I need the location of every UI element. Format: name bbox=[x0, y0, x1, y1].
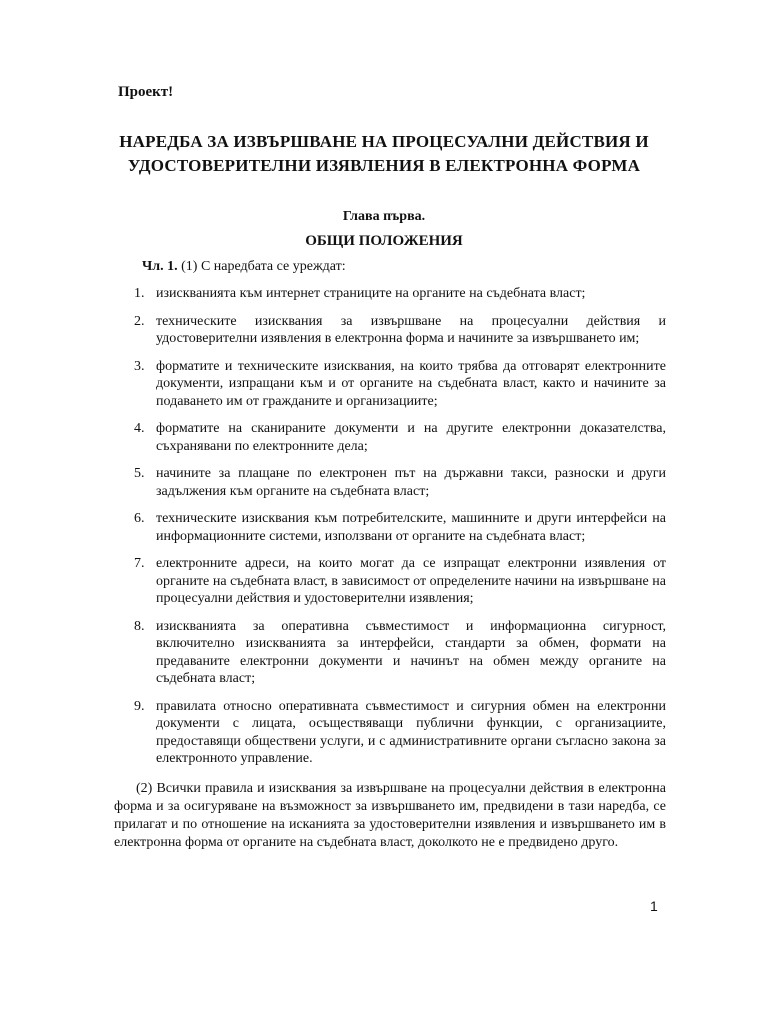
list-item bbox=[118, 420, 666, 455]
list-item-text: техническите изисквания към потребителските, машинните и други интерфейси на информационните системи, използвани от органите на съдебната власт; bbox=[156, 511, 666, 544]
list-item-number: 1. bbox=[134, 286, 145, 301]
list-item-number: 5. bbox=[134, 466, 145, 481]
list-item-number: 6. bbox=[134, 511, 145, 526]
list-item-text: начините за плащане по електронен път на държавни такси, разноски и други задължения към органите на съдебната власт; bbox=[156, 466, 666, 499]
section-title: ОБЩИ ПОЛОЖЕНИЯ bbox=[305, 233, 463, 249]
chapter-heading: Глава първа. bbox=[342, 209, 426, 224]
article-number: Чл. 1. bbox=[142, 259, 178, 274]
list-item bbox=[118, 465, 666, 500]
list-item bbox=[118, 285, 666, 303]
paragraph-2: (2) Всички правила и изисквания за извършване на процесуални действия в електронна форма и за осигуряване на възможност за извършването им, предвидени в тази наредба, се прилагат и по отношение на исканията за удостоверителни изявления и извършването им в електронна форма от органите на съдебната власт, доколкото не е предвидено друго. bbox=[114, 781, 666, 850]
list-item-number: 9. bbox=[134, 698, 145, 714]
list-item-number: 3. bbox=[134, 358, 145, 374]
list-item bbox=[118, 618, 666, 688]
list-item-text: техническите изисквания за извършване на процесуални действия и удостоверителни изявления в електронна форма и начините за извършването им; bbox=[156, 313, 666, 346]
numbered-list bbox=[118, 285, 666, 778]
list-item-number: 7. bbox=[134, 556, 145, 571]
list-item bbox=[118, 555, 666, 608]
list-item bbox=[118, 313, 666, 348]
article-intro bbox=[142, 259, 346, 275]
list-item bbox=[118, 510, 666, 545]
list-item-text: електронните адреси, на които могат да се изпращат електронни изявления от органите на съдебната власт, в зависимост от определените начини на извършване на процесуални действия и удостоверителни изявления; bbox=[156, 556, 666, 606]
title-line-1: НАРЕДБА ЗА ИЗВЪРШВАНЕ НА ПРОЦЕСУАЛНИ ДЕЙСТВИЯ И bbox=[119, 132, 649, 151]
list-item-number: 8. bbox=[134, 618, 145, 634]
document-title bbox=[100, 130, 668, 178]
list-item bbox=[118, 358, 666, 411]
list-item-text: форматите и техническите изисквания, на които трябва да отговарят електронните документи, изпращани към и от органите на съдебната власт, както и начините за подаването им от гражданите и организациите; bbox=[156, 358, 666, 409]
draft-label: Проект! bbox=[118, 84, 174, 100]
list-item bbox=[118, 698, 666, 768]
list-item-text: изискванията за оперативна съвместимост и информационна сигурност, включително изискванията за интерфейси, стандарти за обмен, формати на предаваните електронни документи и начинът на обмен между органите на съдебната власт; bbox=[156, 618, 666, 686]
list-item-text: форматите на сканираните документи и на другите електронни доказателства, съхранявани по електронните дела; bbox=[156, 421, 666, 454]
list-item-text: изискванията към интернет страниците на органите на съдебната власт; bbox=[156, 286, 586, 301]
list-item-number: 4. bbox=[134, 421, 145, 436]
title-line-2: УДОСТОВЕРИТЕЛНИ ИЗЯВЛЕНИЯ В ЕЛЕКТРОННА ФОРМА bbox=[127, 156, 641, 175]
article-intro-text: (1) С наредбата се уреждат: bbox=[177, 259, 346, 274]
list-item-text: правилата относно оперативната съвместимост и сигурния обмен на електронни документи с лицата, осъществяващи публични функции, с организациите, предоставящи обществени услуги, и с административните органи съгласно закона за електронното управление. bbox=[156, 698, 666, 766]
list-item-number: 2. bbox=[134, 313, 145, 329]
page-number: 1 bbox=[650, 898, 658, 914]
